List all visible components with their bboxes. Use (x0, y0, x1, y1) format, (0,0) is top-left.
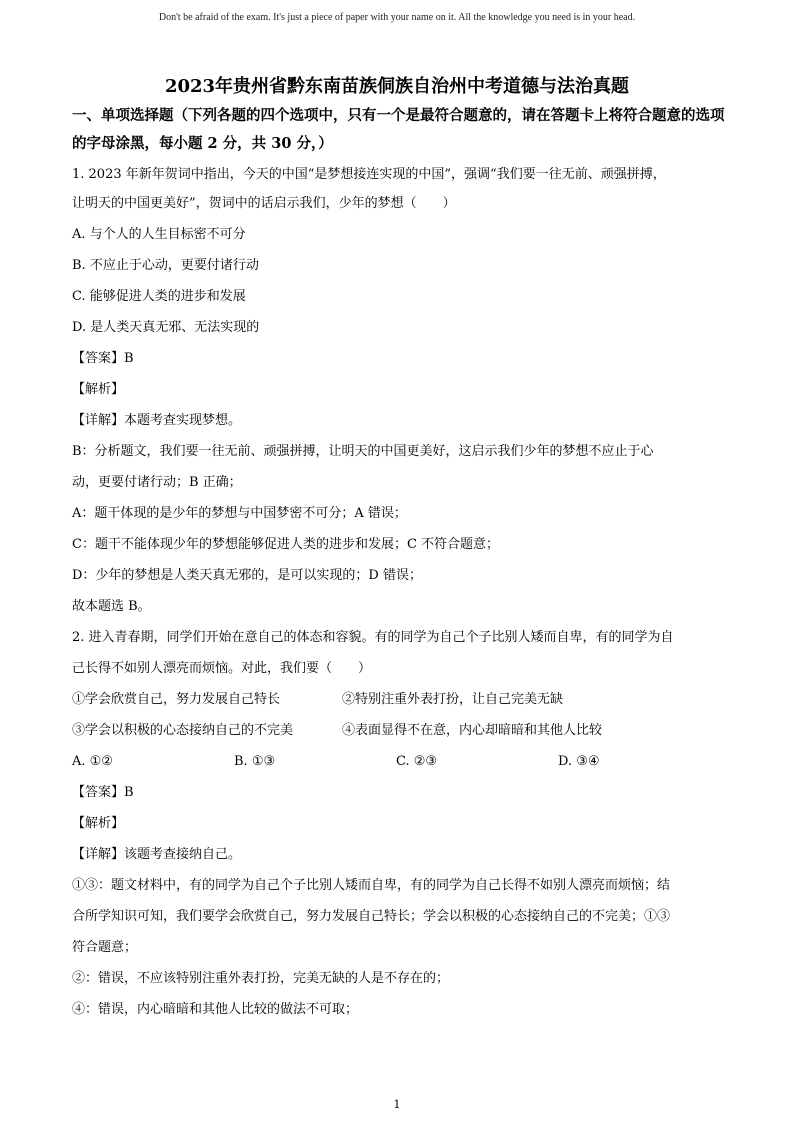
header-motto: Don't be afraid of the exam. It's just a piece of paper with your name on it. All the knowledge you need is in your head. (158, 12, 636, 23)
question-2-item-3: ③学会以积极的心态接纳自己的不完美 (72, 723, 294, 738)
question-2-item-1: ①学会欣赏自己，努力发展自己特长 (72, 692, 281, 707)
question-1-answer: 【答案】B (72, 351, 134, 366)
question-2-stem-line-2: 己长得不如别人漂亮而烦恼。对此，我们要（ ） (72, 661, 372, 676)
explanation-line: 动，更要付诸行动；B 正确； (72, 475, 242, 490)
question-2-analysis-label: 【解析】 (72, 816, 125, 831)
page-number: 1 (393, 1098, 401, 1111)
question-2-option-b: B. ①③ (234, 754, 276, 769)
explanation-line: 符合题意； (72, 940, 138, 955)
question-1-option-b: B. 不应止于心动，更要付诸行动 (72, 258, 259, 273)
explanation-line: A：题干体现的是少年的梦想与中国梦密不可分；A 错误； (72, 506, 407, 521)
question-1-option-d: D. 是人类天真无邪、无法实现的 (72, 320, 260, 335)
explanation-line: 故本题选 B。 (72, 599, 151, 614)
page-title: 2023年贵州省黔东南苗族侗族自治州中考道德与法治真题 (164, 76, 630, 97)
document-body (72, 102, 728, 1025)
question-1-detail: 【详解】本题考查实现梦想。 (72, 413, 242, 428)
question-2-option-c: C. ②③ (396, 754, 438, 769)
explanation-line: 合所学知识可知，我们要学会欣赏自己，努力发展自己特长；学会以积极的心态接纳自己的不完美；①③ (72, 909, 671, 924)
question-1-stem-line-2: 让明天的中国更美好”，贺词中的话启示我们，少年的梦想（ ） (72, 196, 456, 211)
question-2-item-4: ④表面显得不在意，内心却暗暗和其他人比较 (342, 723, 603, 738)
section-heading: 一、单项选择题（下列各题的四个选项中，只有一个是最符合题意的，请在答题卡上将符合题意的选项的字母涂黑，每小题 2 分，共 30 分，） (72, 107, 725, 152)
question-1-explanation (72, 436, 728, 622)
explanation-line: ①③：题文材料中，有的同学为自己个子比别人矮而自卑，有的同学为自己长得不如别人漂亮而烦恼；结 (72, 878, 671, 893)
question-1-option-a: A. 与个人的人生目标密不可分 (72, 227, 246, 242)
question-2-explanation (72, 870, 728, 1025)
question-2-items-row-2 (72, 715, 728, 746)
explanation-line: D：少年的梦想是人类天真无邪的，是可以实现的；D 错误； (72, 568, 422, 583)
question-2-options (72, 746, 728, 777)
explanation-line: ④：错误，内心暗暗和其他人比较的做法不可取； (72, 1002, 359, 1017)
question-2-option-d: D. ③④ (558, 754, 600, 769)
question-1-option-c: C. 能够促进人类的进步和发展 (72, 289, 246, 304)
explanation-line: B：分析题文，我们要一往无前、顽强拼搏，让明天的中国更美好，这启示我们少年的梦想不应止于心 (72, 444, 654, 459)
question-2-option-a: A. ①② (72, 754, 113, 769)
question-2-detail: 【详解】该题考查接纳自己。 (72, 847, 242, 862)
explanation-line: C：题干不能体现少年的梦想能够促进人类的进步和发展；C 不符合题意； (72, 537, 500, 552)
question-1-stem-line-1: 1. 2023 年新年贺词中指出，今天的中国“是梦想接连实现的中国”，强调“我们要一往无前、顽强拼搏， (72, 167, 666, 182)
question-2-item-2: ②特别注重外表打扮，让自己完美无缺 (342, 692, 564, 707)
question-2-answer: 【答案】B (72, 785, 134, 800)
explanation-line: ②：错误，不应该特别注重外表打扮，完美无缺的人是不存在的； (72, 971, 450, 986)
question-2-stem-line-1: 2. 进入青春期，同学们开始在意自己的体态和容貌。有的同学为自己个子比别人矮而自卑，有的同学为自 (72, 630, 674, 645)
question-2-items-row-1 (72, 684, 728, 715)
question-1-analysis-label: 【解析】 (72, 382, 125, 397)
